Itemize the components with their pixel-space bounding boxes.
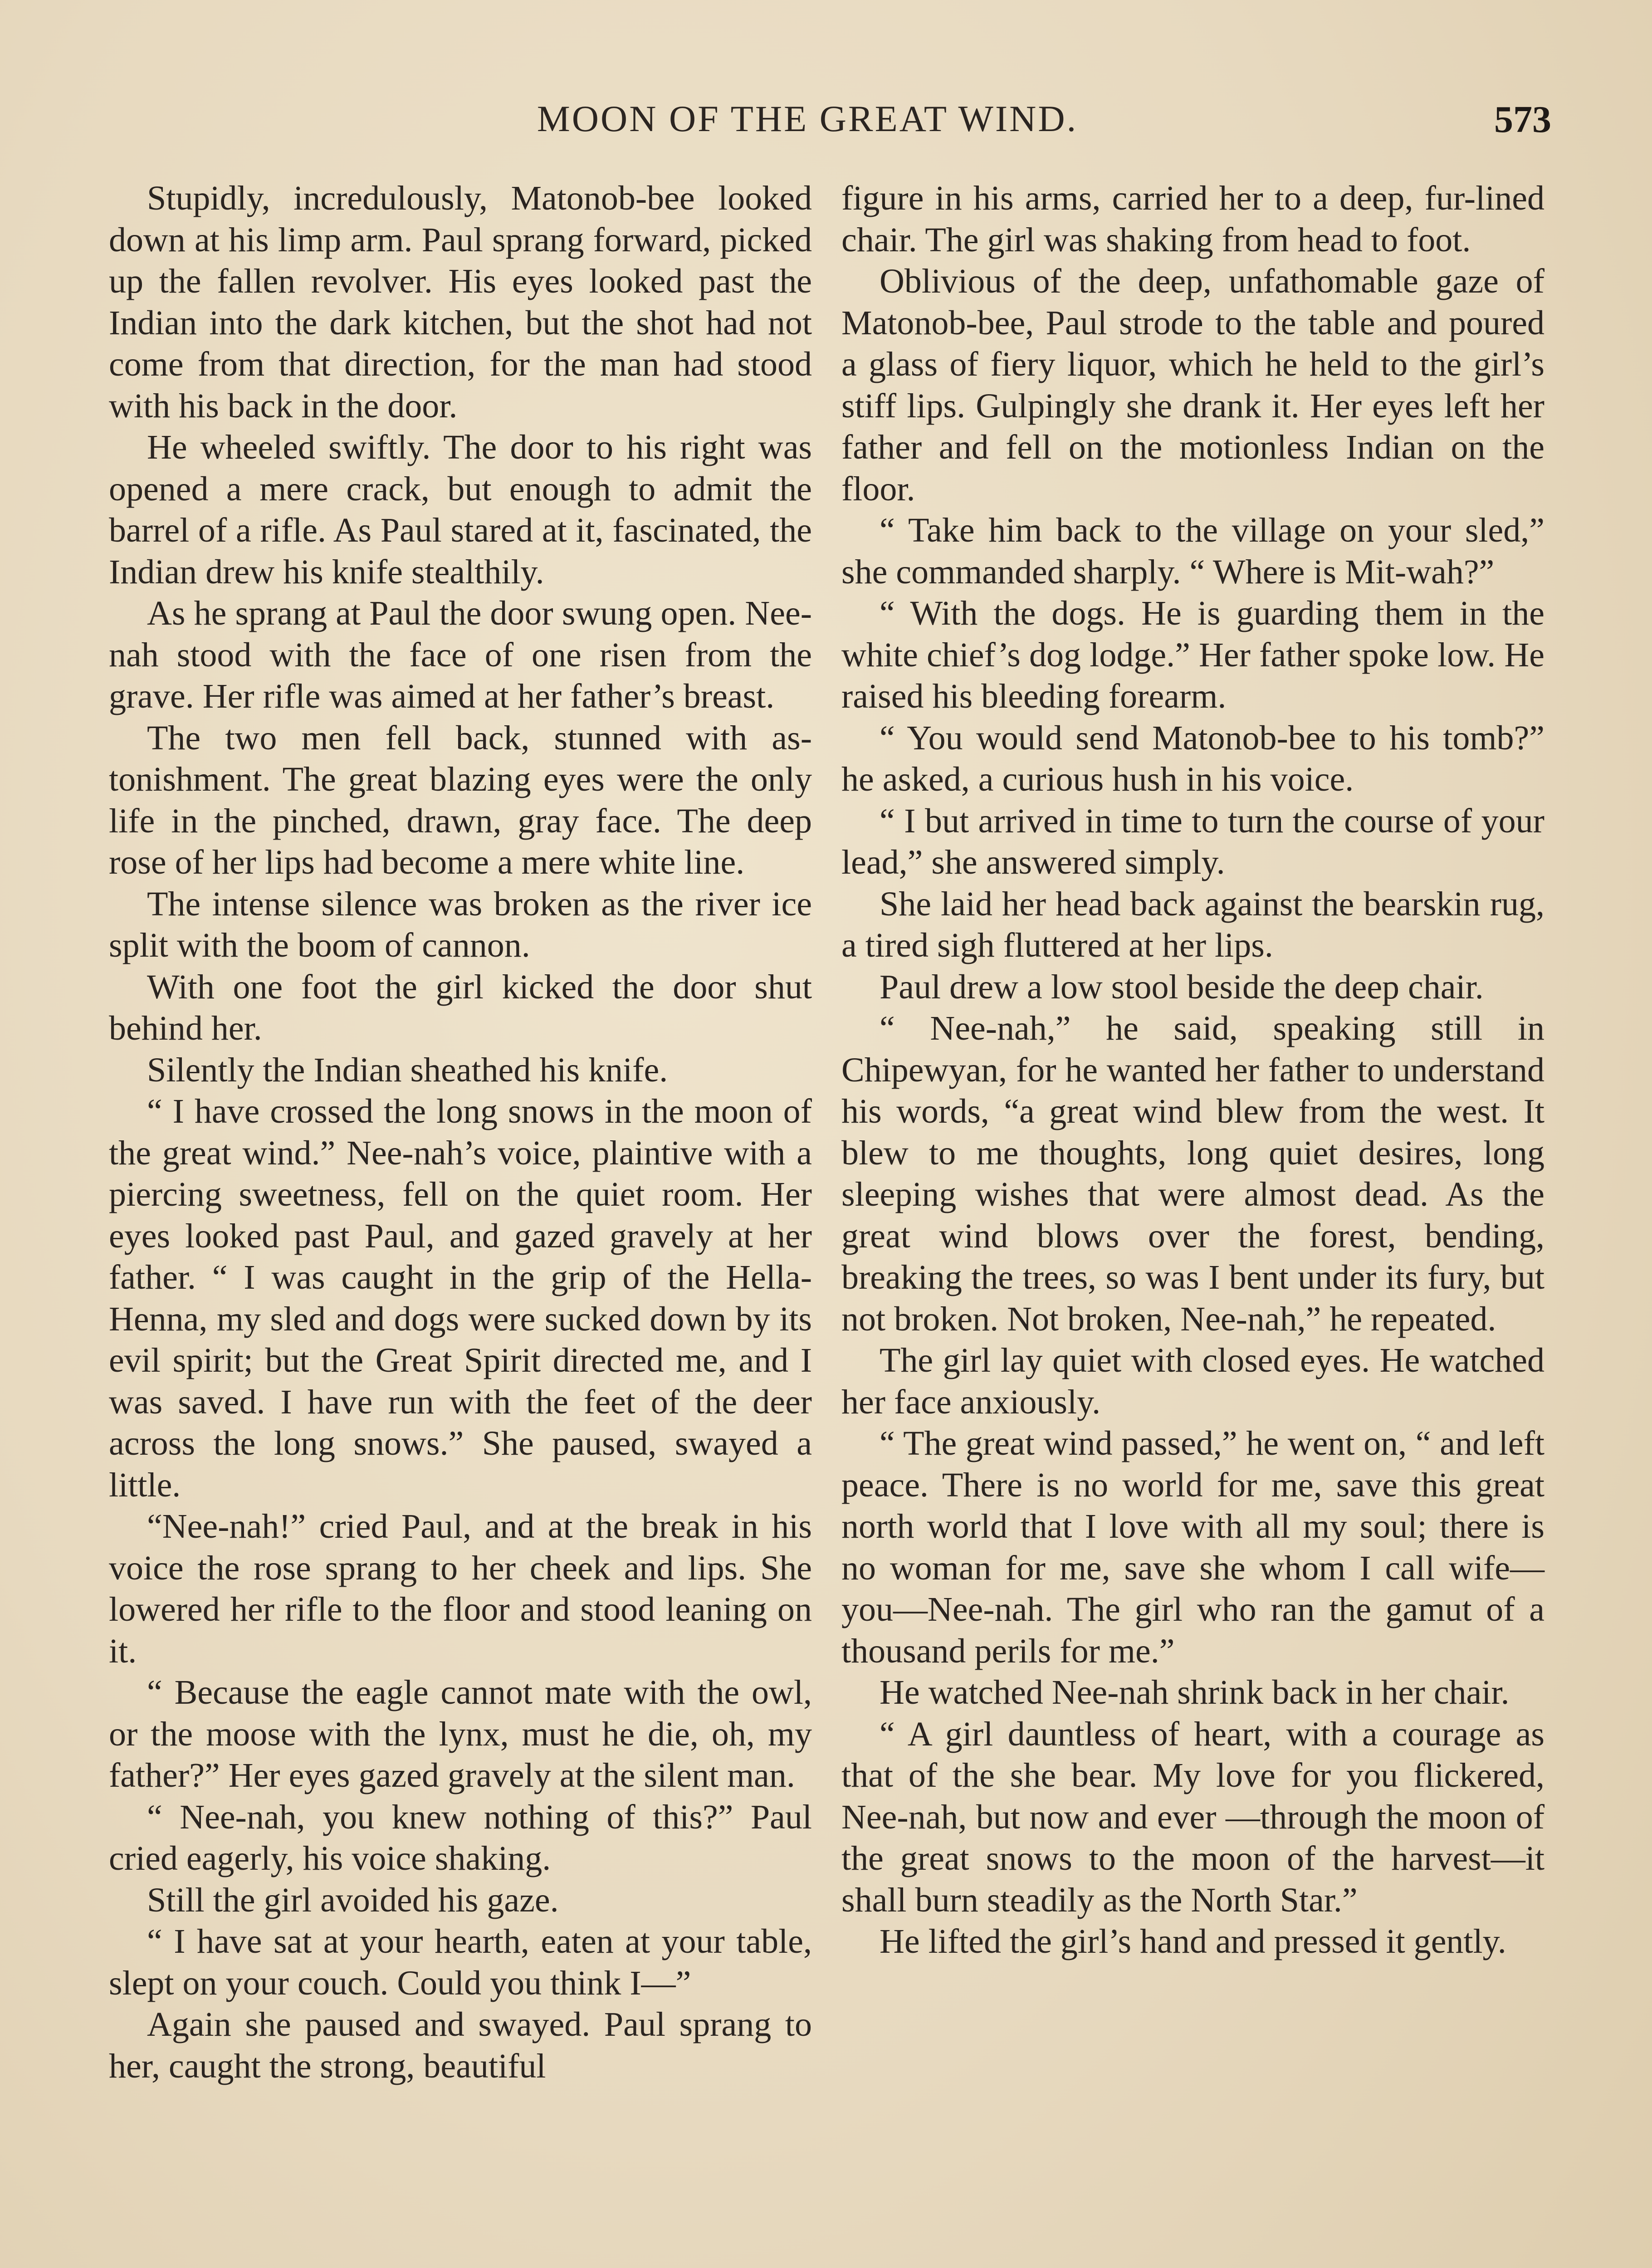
page-header [109, 98, 1551, 147]
paragraph: Oblivious of the deep, unfathomable gaze of Matonob-bee, Paul strode to the table and poured a glass of fiery liquor, which he held to the girl’s stiff lips. Gulpingly she drank it. Her eyes left her father and fell on the motionless Indian on the floor. [841, 262, 1544, 508]
left-column [109, 178, 812, 2087]
paragraph: Stupidly, incredulously, Matonob-bee looked down at his limp arm. Paul sprang forward, picked up the fallen revolver. His eyes looked past the Indian into the dark kitchen, but the shot had not come from that direction, for the man had stood with his back in the door. [109, 179, 812, 425]
paragraph: The girl lay quiet with closed eyes. He watched her face anxiously. [841, 1341, 1544, 1421]
paragraph: The two men fell back, stunned with astonishment. The great blazing eyes were the only life in the pinched, drawn, gray face. The deep rose of her lips had become a mere white line. [109, 719, 812, 881]
paragraph: He wheeled swiftly. The door to his right was opened a mere crack, but enough to admit the barrel of a rifle. As Paul stared at it, fascinated, the Indian drew his knife stealthily. [109, 428, 812, 591]
paragraph: The intense silence was broken as the river ice split with the boom of cannon. [109, 885, 812, 964]
paragraph: “ I have crossed the long snows in the moon of the great wind.” Nee-nah’s voice, plaintive with a piercing sweetness, fell on the quiet room. Her eyes looked past Paul, and gazed gravely at her father. “ I was caught in the grip of the Hella-Henna, my sled and dogs were sucked down by its evil spirit; but the Great Spirit directed me, and I was saved. I have run with the feet of the deer across the long snows.” She paused, swayed a little. [109, 1092, 812, 1504]
paragraph: “ Because the eagle cannot mate with the owl, or the moose with the lynx, must he die, oh, my father?” Her eyes gazed gravely at the silent man. [109, 1673, 812, 1794]
paragraph: “ Take him back to the village on your sled,” she commanded sharply. “ Where is Mit-wah?” [841, 511, 1544, 591]
right-column [841, 178, 1544, 1963]
running-title: MOON OF THE GREAT WIND. [537, 98, 1078, 139]
paragraph: He watched Nee-nah shrink back in her chair. [880, 1673, 1510, 1711]
paragraph: “ The great wind passed,” he went on, “ and left peace. There is no world for me, save this great north world that I love with all my soul; there is no woman for me, save she whom I call wife—you—Nee-nah. The girl who ran the gamut of a thousand perils for me.” [841, 1424, 1544, 1670]
paragraph: “ Nee-nah, you knew nothing of this?” Paul cried eagerly, his voice shaking. [109, 1798, 812, 1877]
paragraph: Again she paused and swayed. Paul sprang to her, caught the strong, beautiful [109, 2005, 812, 2085]
paragraph: With one foot the girl kicked the door shut behind her. [109, 968, 812, 1047]
paragraph: Still the girl avoided his gaze. [147, 1881, 559, 1919]
paragraph: Silently the Indian sheathed his knife. [147, 1051, 668, 1089]
paragraph: “ I have sat at your hearth, eaten at your table, slept on your couch. Could you think I—” [109, 1922, 812, 2002]
paragraph: As he sprang at Paul the door swung open. Nee-nah stood with the face of one risen from the grave. Her rifle was aimed at her father’s breast. [109, 594, 812, 715]
paragraph: She laid her head back against the bearskin rug, a tired sigh fluttered at her lips. [841, 885, 1544, 964]
paragraph: He lifted the girl’s hand and pressed it gently. [880, 1922, 1506, 1960]
paragraph: “ A girl dauntless of heart, with a courage as that of the she bear. My love for you flickered, Nee-nah, but now and ever —through the moon of the great snows to the moon of the harvest—it shall burn steadily as the North Star.” [841, 1715, 1544, 1919]
paragraph: “ Nee-nah,” he said, speaking still in Chipewyan, for he wanted her father to understand his words, “a great wind blew from the west. It blew to me thoughts, long quiet desires, long sleeping wishes that were almost dead. As the great wind blows over the forest, bending, breaking the trees, so was I bent under its fury, but not broken. Not broken, Nee-nah,” he repeated. [841, 1009, 1544, 1338]
paragraph: “ With the dogs. He is guarding them in the white chief’s dog lodge.” Her father spoke low. He raised his bleeding forearm. [841, 594, 1544, 715]
page-number: 573 [1494, 98, 1551, 141]
paragraph: “ You would send Matonob-bee to his tomb?” he asked, a curious hush in his voice. [841, 719, 1544, 798]
paragraph: “ I but arrived in time to turn the course of your lead,” she answered simply. [841, 802, 1544, 881]
paragraph-continuation: figure in his arms, carried her to a deep, fur-lined chair. The girl was shaking from head to foot. [841, 179, 1544, 259]
paragraph: Paul drew a low stool beside the deep chair. [880, 968, 1484, 1006]
paragraph: “Nee-nah!” cried Paul, and at the break in his voice the rose sprang to her cheek and lips. She lowered her rifle to the floor and stood leaning on it. [109, 1507, 812, 1670]
